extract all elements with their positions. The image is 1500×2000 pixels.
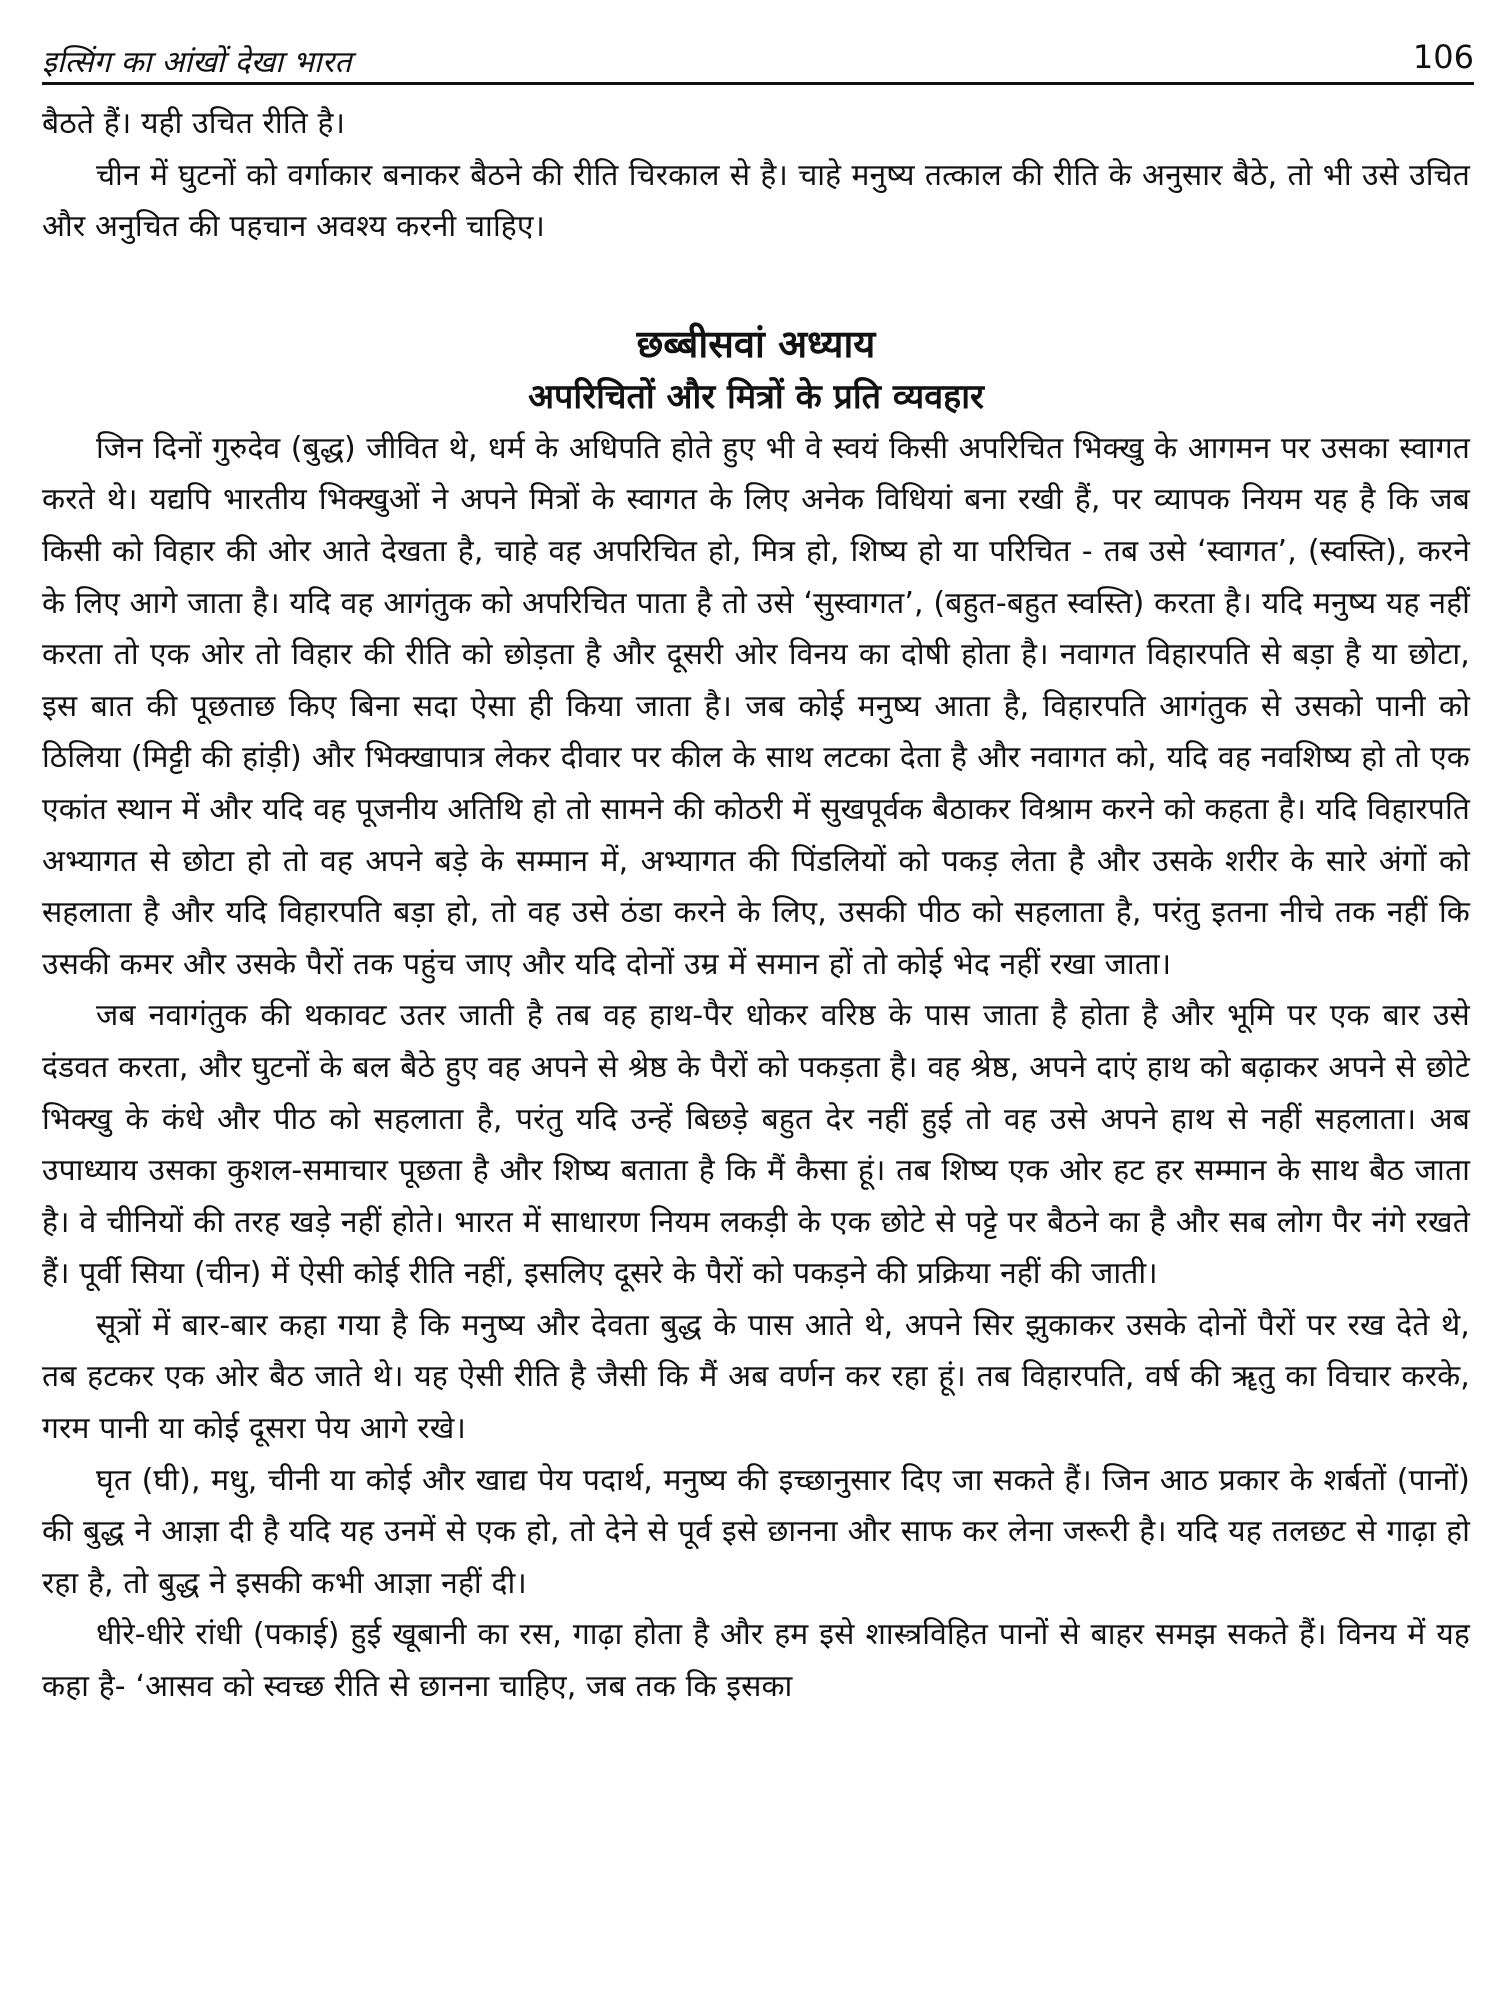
chapter-heading: छब्बीसवां अध्याय — [636, 321, 876, 366]
paragraph: जब नवागंतुक की थकावट उतर जाती है तब वह हाथ-पैर धोकर वरिष्ठ के पास जाता है होता है और भूमि पर एक बार उसे दंडवत करता, और घुटनों के बल बैठे हुए वह अपने से श्रेष्ठ के पैरों को पकड़ता है। वह श्रेष्ठ, अपने दाएं हाथ को बढ़ाकर अपने से छोटे भिक्खु के कंधे और पीठ को सहलाता है, परंतु यदि उन्हें बिछड़े बहुत देर नहीं हुई तो वह उसे अपने हाथ से नहीं सहलाता। अब उपाध्याय उसका कुशल-समाचार पूछता है और शिष्य बताता है कि मैं कैसा हूं। तब शिष्य एक ओर हट हर सम्मान के साथ बैठ जाता है। वे चीनियों की तरह खड़े नहीं होते। भारत में साधारण नियम लकड़ी के एक छोटे से पट्टे पर बैठने का है और सब लोग पैर नंगे रखते हैं। पूर्वी सिया (चीन) में ऐसी कोई रीति नहीं, इसलिए दूसरे के पैरों को पकड़ने की प्रक्रिया नहीं की जाती। — [42, 998, 1470, 1292]
paragraph: सूत्रों में बार-बार कहा गया है कि मनुष्य और देवता बुद्ध के पास आते थे, अपने सिर झुकाकर उसके दोनों पैरों पर रख देते थे, तब हटकर एक ओर बैठ जाते थे। यह ऐसी रीति है जैसी कि मैं अब वर्णन कर रहा हूं। तब विहारपति, वर्ष की ॠतु का विचार करके, गरम पानी या कोई दूसरा पेय आगे रखे। — [42, 1307, 1470, 1447]
paragraph: चीन में घुटनों को वर्गाकार बनाकर बैठने की रीति चिरकाल से है। चाहे मनुष्य तत्काल की रीति के अनुसार बैठे, तो भी उसे उचित और अनुचित की पहचान अवश्य करनी चाहिए। — [42, 157, 1470, 245]
running-header — [42, 34, 1474, 85]
paragraph-continues: धीरे-धीरे रांधी (पकाई) हुई खूबानी का रस, गाढ़ा होता है और हम इसे शास्त्रविहित पानों से बाहर समझ सकते हैं। विनय में यह कहा है- ‘आसव को स्वच्छ रीति से छानना चाहिए, जब तक कि इसका — [42, 1617, 1470, 1705]
page-body — [42, 98, 1470, 1713]
paragraph-continuation: बैठते हैं। यही उचित रीति है। — [42, 106, 346, 141]
chapter-spacer — [42, 253, 1470, 317]
page-number: 106 — [1412, 38, 1474, 76]
paragraph: जिन दिनों गुरुदेव (बुद्ध) जीवित थे, धर्म के अधिपति होते हुए भी वे स्वयं किसी अपरिचित भिक्खु के आगमन पर उसका स्वागत करते थे। यद्यपि भारतीय भिक्खुओं ने अपने मित्रों के स्वागत के लिए अनेक विधियां बना रखी हैं, पर व्यापक नियम यह है कि जब किसी को विहार की ओर आते देखता है, चाहे वह अपरिचित हो, मित्र हो, शिष्य हो या परिचित - तब उसे ‘स्वागत’, (स्वस्ति), करने के लिए आगे जाता है। यदि वह आगंतुक को अपरिचित पाता है तो उसे ‘सुस्वागत’, (बहुत-बहुत स्वस्ति) करता है। यदि मनुष्य यह नहीं करता तो एक ओर तो विहार की रीति को छोड़ता है और दूसरी ओर विनय का दोषी होता है। नवागत विहारपति से बड़ा है या छोटा, इस बात की पूछताछ किए बिना सदा ऐसा ही किया जाता है। जब कोई मनुष्य आता है, विहारपति आगंतुक से उसको पानी को ठिलिया (मिट्टी की हांड़ी) और भिक्खापात्र लेकर दीवार पर कील के साथ लटका देता है और नवागत को, यदि वह नवशिष्य हो तो एक एकांत स्थान में और यदि वह पूजनीय अतिथि हो तो सामने की कोठरी में सुखपूर्वक बैठाकर विश्राम करने को कहता है। यदि विहारपति अभ्यागत से छोटा हो तो वह अपने बड़े के सम्मान में, अभ्यागत की पिंडलियों को पकड़ लेता है और उसके शरीर के सारे अंगों को सहलाता है और यदि विहारपति बड़ा हो, तो वह उसे ठंडा करने के लिए, उसकी पीठ को सहलाता है, परंतु इतना नीचे तक नहीं कि उसकी कमर और उसके पैरों तक पहुंच जाए और यदि दोनों उम्र में समान हों तो कोई भेद नहीं रखा जाता। — [42, 430, 1470, 982]
chapter-subheading: अपरिचितों और मित्रों के प्रति व्यवहार — [528, 376, 984, 417]
running-title: इत्सिंग का आंखों देखा भारत — [42, 45, 352, 80]
paragraph: घृत (घी), मधु, चीनी या कोई और खाद्य पेय पदार्थ, मनुष्य की इच्छानुसार दिए जा सकते हैं। जिन आठ प्रकार के शर्बतों (पानों) की बुद्ध ने आज्ञा दी है यदि यह उनमें से एक हो, तो देने से पूर्व इसे छानना और साफ कर लेना जरूरी है। यदि यह तलछट से गाढ़ा हो रहा है, तो बुद्ध ने इसकी कभी आज्ञा नहीं दी। — [42, 1462, 1470, 1601]
